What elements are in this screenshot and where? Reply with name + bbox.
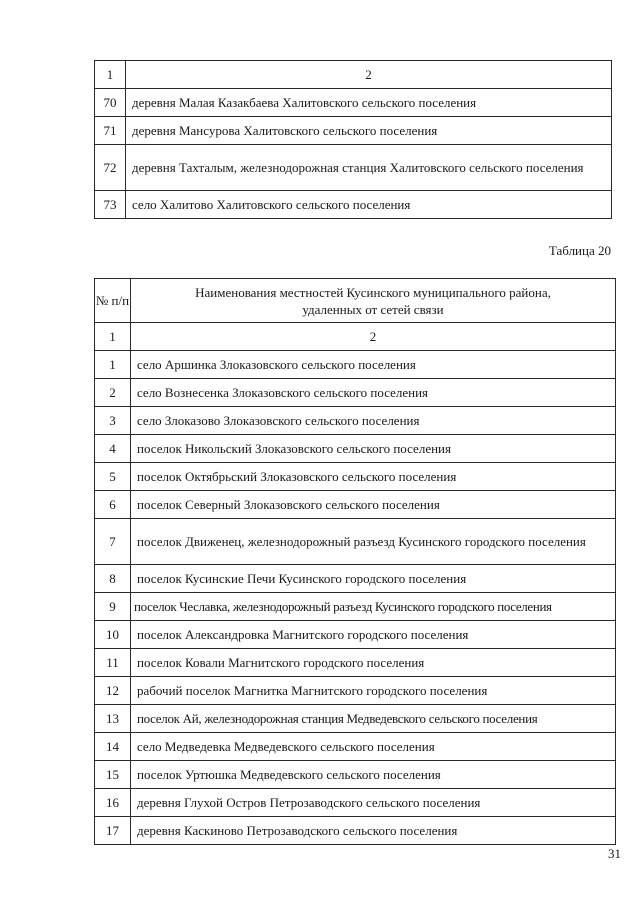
row-text: поселок Чеславка, железнодорожный разъезд Кусинского городского поселения — [131, 593, 616, 621]
table-row — [95, 621, 616, 649]
row-number: 12 — [95, 677, 131, 705]
row-number: 71 — [95, 117, 126, 145]
locations-table-continued — [94, 60, 612, 219]
table-row — [95, 491, 616, 519]
table-row — [95, 789, 616, 817]
row-number: 6 — [95, 491, 131, 519]
row-text: поселок Никольский Злоказовского сельского поселения — [131, 435, 616, 463]
row-number: 11 — [95, 649, 131, 677]
table-caption: Таблица 20 — [548, 243, 611, 258]
row-number: 9 — [95, 593, 131, 621]
row-number: 14 — [95, 733, 131, 761]
table-row — [95, 677, 616, 705]
column-number-1: 1 — [95, 323, 131, 351]
row-text: деревня Глухой Остров Петрозаводского сельского поселения — [131, 789, 616, 817]
row-text: поселок Александровка Магнитского городского поселения — [131, 621, 616, 649]
table-row — [95, 565, 616, 593]
row-text: поселок Движенец, железнодорожный разъезд Кусинского городского поселения — [131, 519, 616, 565]
row-text: поселок Ай, железнодорожная станция Медведевского сельского поселения — [131, 705, 616, 733]
row-text: село Халитово Халитовского сельского поселения — [126, 191, 612, 219]
table-row — [95, 145, 612, 191]
row-number: 7 — [95, 519, 131, 565]
row-text: рабочий поселок Магнитка Магнитского городского поселения — [131, 677, 616, 705]
row-text: поселок Уртюшка Медведевского сельского поселения — [131, 761, 616, 789]
column-number-1: 1 — [95, 61, 126, 89]
row-number: 17 — [95, 817, 131, 845]
row-text: деревня Тахталым, железнодорожная станция Халитовского сельского поселения — [126, 145, 612, 191]
row-number: 16 — [95, 789, 131, 817]
row-number: 1 — [95, 351, 131, 379]
table-row — [95, 649, 616, 677]
row-text: поселок Ковали Магнитского городского поселения — [131, 649, 616, 677]
row-text: село Злоказово Злоказовского сельского поселения — [131, 407, 616, 435]
table-row — [95, 89, 612, 117]
row-number: 4 — [95, 435, 131, 463]
row-text: поселок Кусинские Печи Кусинского городского поселения — [131, 565, 616, 593]
table-header-row — [95, 61, 612, 89]
row-text: село Аршинка Злоказовского сельского поселения — [131, 351, 616, 379]
column-header-number: № п/п — [95, 279, 131, 323]
table-row — [95, 519, 616, 565]
row-number: 10 — [95, 621, 131, 649]
table-row — [95, 191, 612, 219]
row-number: 5 — [95, 463, 131, 491]
row-text: деревня Малая Казакбаева Халитовского сельского поселения — [126, 89, 612, 117]
row-text: село Вознесенка Злоказовского сельского поселения — [131, 379, 616, 407]
column-header-name: Наименования местностей Кусинского муниципального района, удаленных от сетей связи — [131, 279, 616, 323]
table-row — [95, 463, 616, 491]
row-number: 73 — [95, 191, 126, 219]
row-number: 3 — [95, 407, 131, 435]
table-row — [95, 407, 616, 435]
table-row — [95, 379, 616, 407]
table-row — [95, 733, 616, 761]
table-header-row — [95, 279, 616, 323]
table-row — [95, 117, 612, 145]
row-number: 13 — [95, 705, 131, 733]
table-row — [95, 761, 616, 789]
row-number: 70 — [95, 89, 126, 117]
row-text: село Медведевка Медведевского сельского поселения — [131, 733, 616, 761]
column-number-2: 2 — [131, 323, 616, 351]
row-text: деревня Каскиново Петрозаводского сельского поселения — [131, 817, 616, 845]
column-number-2: 2 — [126, 61, 612, 89]
remote-locations-table — [94, 278, 616, 845]
row-number: 72 — [95, 145, 126, 191]
page-number: 31 — [608, 846, 621, 861]
table-subheader-row — [95, 323, 616, 351]
row-text: деревня Мансурова Халитовского сельского поселения — [126, 117, 612, 145]
row-number: 2 — [95, 379, 131, 407]
row-text: поселок Северный Злоказовского сельского поселения — [131, 491, 616, 519]
table-row — [95, 593, 616, 621]
table-row — [95, 817, 616, 845]
row-number: 8 — [95, 565, 131, 593]
row-text: поселок Октябрьский Злоказовского сельского поселения — [131, 463, 616, 491]
table-row — [95, 351, 616, 379]
row-number: 15 — [95, 761, 131, 789]
table-row — [95, 705, 616, 733]
table-row — [95, 435, 616, 463]
